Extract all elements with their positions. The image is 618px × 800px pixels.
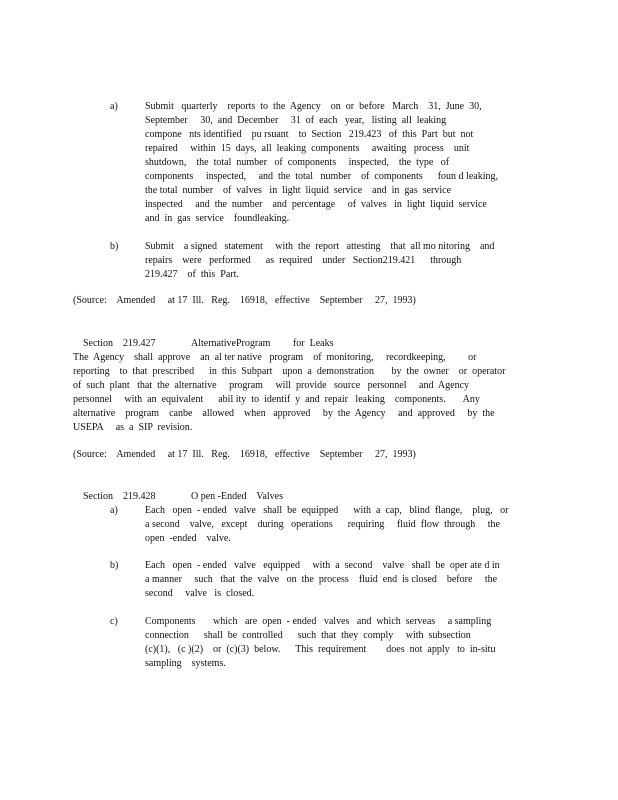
- list-item-text: [145, 100, 505, 226]
- section-number: Section 219.427: [83, 338, 156, 349]
- text-line: a second valve, except during operations requiring fluid flow through the: [145, 519, 500, 530]
- text-line: Each open - ended valve shall be equipped with a cap, blind flange, plug, or: [145, 505, 509, 516]
- text-line: USEPA as a SIP revision.: [73, 422, 193, 433]
- section-number: Section 219.428: [83, 491, 156, 502]
- section-title: AlternativeProgram for Leaks: [191, 338, 334, 349]
- list-marker: c): [110, 616, 118, 627]
- text-line: 219.427 of this Part.: [145, 269, 239, 280]
- list-marker: a): [110, 101, 118, 112]
- source-note: (Source: Amended at 17 Ill. Reg. 16918, effective September 27, 1993): [73, 295, 416, 306]
- text-line: Components which are open - ended valves and which serveas a sampling: [145, 616, 492, 627]
- text-line: personnel with an equivalent abil ity to identif y and repair leaking components. Any: [73, 394, 480, 405]
- text-line: reporting to that prescribed in this Subpart upon a demonstration by the owner or operator: [73, 366, 506, 377]
- text-line: Submit a signed statement with the report attesting that all mo nitoring and: [145, 241, 495, 252]
- text-line: repaired within 15 days, all leaking components awaiting process unit: [145, 143, 470, 154]
- text-line: September 30, and December 31 of each year, listing all leaking: [145, 115, 447, 126]
- list-item-text: [145, 559, 505, 601]
- text-line: shutdown, the total number of components inspected, the type of: [145, 157, 450, 168]
- text-line: the total number of valves in light liquid service and in gas service: [145, 185, 452, 196]
- list-item-text: [145, 240, 505, 282]
- text-line: Each open - ended valve equipped with a second valve shall be oper ate d in: [145, 560, 500, 571]
- text-line: second valve is closed.: [145, 588, 255, 599]
- text-line: alternative program canbe allowed when approved by the Agency and approved by the: [73, 408, 495, 419]
- text-line: inspected and the number and percentage of valves in light liquid service: [145, 199, 487, 210]
- text-line: Submit quarterly reports to the Agency on or before March 31, June 30,: [145, 101, 482, 112]
- text-line: connection shall be controlled such that they comply with subsection: [145, 630, 471, 641]
- text-line: of such plant that the alternative program will provide source personnel and Agency: [73, 380, 470, 391]
- section-paragraph: [73, 351, 506, 435]
- text-line: (c)(1), (c )(2) or (c)(3) below. This requirement does not apply to in-situ: [145, 644, 496, 655]
- text-line: and in gas service foundleaking.: [145, 213, 290, 224]
- list-marker: b): [110, 560, 119, 571]
- list-item-text: [145, 504, 509, 546]
- list-marker: b): [110, 241, 119, 252]
- text-line: components inspected, and the total number of components foun d leaking,: [145, 171, 498, 182]
- list-item-text: [145, 615, 505, 671]
- text-line: repairs were performed as required under Section219.421 through: [145, 255, 462, 266]
- text-line: open -ended valve.: [145, 533, 231, 544]
- list-marker: a): [110, 505, 118, 516]
- text-line: compone nts identified pu rsuant to Section 219.423 of this Part but not: [145, 129, 474, 140]
- text-line: a manner such that the valve on the process fluid end is closed before the: [145, 574, 498, 585]
- section-title: O pen -Ended Valves: [191, 491, 284, 502]
- source-note: (Source: Amended at 17 Ill. Reg. 16918, effective September 27, 1993): [73, 449, 416, 460]
- text-line: The Agency shall approve an al ter native program of monitoring, recordkeeping, or: [73, 352, 477, 363]
- text-line: sampling systems.: [145, 658, 226, 669]
